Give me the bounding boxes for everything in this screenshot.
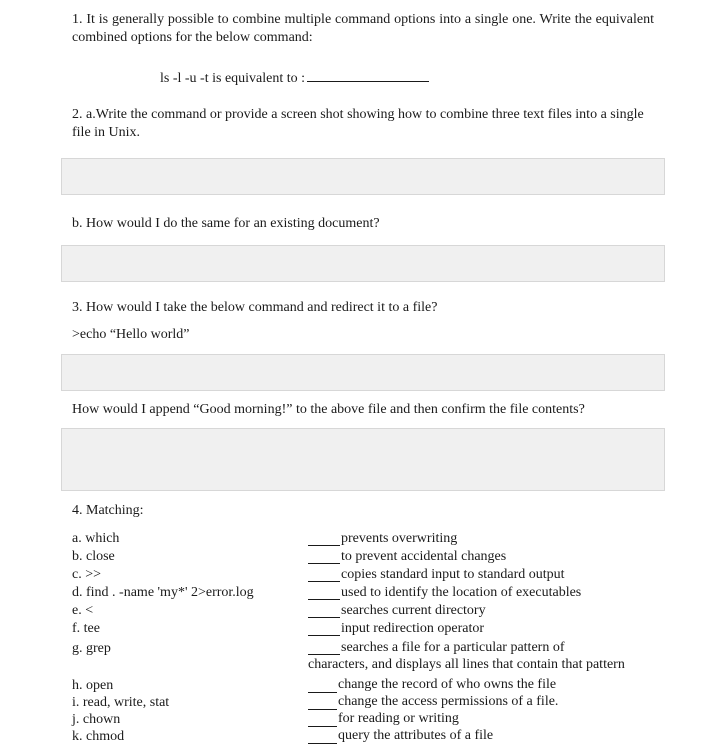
match-term: g. grep [72,641,111,656]
question-1-text: 1. It is generally possible to combine multiple command options into a single one. Write the equivalent combined options for the below command: [72,12,654,45]
question-3-text: 3. How would I take the below command and redirect it to a file? [72,300,438,315]
question-1-example-text: ls -l -u -t is equivalent to : [160,71,306,86]
match-answer-blank[interactable] [308,581,340,582]
match-term: i. read, write, stat [72,695,170,710]
question-3-append-text: How would I append “Good morning!” to the above file and then confirm the file contents? [72,402,585,417]
match-description: change the record of who owns the file [338,677,557,692]
match-description: for reading or writing [338,711,459,726]
question-2a-answer-box[interactable] [61,158,665,195]
match-term: d. find . -name 'my*' 2>error.log [72,585,254,600]
match-answer-blank[interactable] [308,726,337,727]
question-3-command: >echo “Hello world” [72,327,190,342]
match-description: query the attributes of a file [338,728,494,743]
match-description: used to identify the location of executables [341,585,582,600]
question-2b-answer-box[interactable] [61,245,665,282]
match-answer-blank[interactable] [308,599,340,600]
match-term: b. close [72,549,115,564]
match-description: searches current directory [341,603,486,618]
match-term: h. open [72,678,114,693]
match-description-continued: characters, and displays all lines that contain that pattern [308,657,625,672]
match-answer-blank[interactable] [308,692,337,693]
question-2a-text: 2. a.Write the command or provide a screen shot showing how to combine three text files into a single file in Unix. [72,107,644,140]
match-term: k. chmod [72,729,125,744]
question-3-append-answer-box[interactable] [61,428,665,491]
match-description: to prevent accidental changes [341,549,507,564]
match-term: e. < [72,603,94,618]
match-answer-blank[interactable] [308,709,337,710]
match-description: searches a file for a particular pattern of [341,640,565,655]
question-2b-text: b. How would I do the same for an existing document? [72,216,380,231]
match-description: copies standard input to standard output [341,567,565,582]
match-answer-blank[interactable] [308,743,337,744]
match-answer-blank[interactable] [308,545,340,546]
match-term: j. chown [72,712,121,727]
match-description: input redirection operator [341,621,485,636]
match-description: prevents overwriting [341,531,458,546]
match-description: change the access permissions of a file. [338,694,559,709]
match-answer-blank[interactable] [308,654,340,655]
match-answer-blank[interactable] [308,635,340,636]
match-term: c. >> [72,567,102,582]
question-1-answer-blank[interactable] [307,68,429,82]
match-term: a. which [72,531,120,546]
match-answer-blank[interactable] [308,563,340,564]
question-4-heading: 4. Matching: [72,503,144,518]
question-3-answer-box[interactable] [61,354,665,391]
question-1-example [160,68,429,88]
match-term: f. tee [72,621,100,636]
match-answer-blank[interactable] [308,617,340,618]
